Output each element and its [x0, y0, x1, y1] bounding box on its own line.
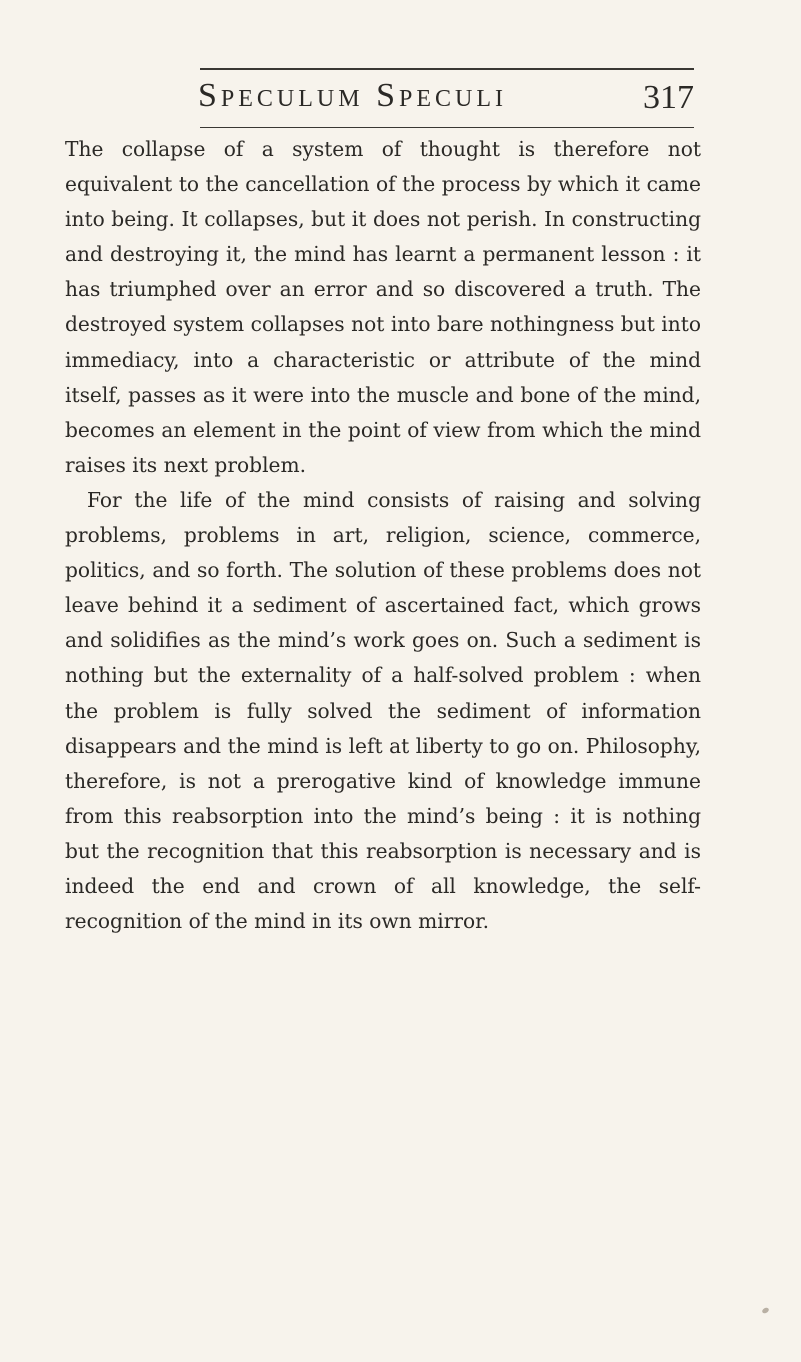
- running-title: Speculum Speculi: [198, 77, 507, 114]
- header-top-rule: [200, 68, 694, 70]
- page-number: 317: [643, 79, 694, 116]
- ink-smudge: [761, 1307, 770, 1315]
- paragraph-1: The collapse of a system of thought is therefore not equivalent to the cancellation of the process by which it came into being. It collapses, but it does not perish. In constructing and destroying it, the mind has learnt a permanent lesson : it has triumphed over an error and so discovered a truth. The destroyed system collapses not into bare nothingness but into immediacy, into a characteristic or attribute of the mind itself, passes as it were into the muscle and bone of the mind, becomes an element in the point of view from which the mind raises its next problem.: [65, 137, 701, 477]
- body-text: [65, 132, 701, 939]
- paragraph-2: For the life of the mind consists of raising and solving problems, problems in art, religion, science, commerce, politics, and so forth. The solution of these problems does not leave behind it a sediment of ascertained fact, which grows and solidifies as the mind’s work goes on. Such a sediment is nothing but the externality of a half-solved problem : when the problem is fully solved the sediment of information disappears and the mind is left at liberty to go on. Philosophy, therefore, is not a prerogative kind of knowledge immune from this reabsorption into the mind’s being : it is nothing but the recognition that this reabsorption is necessary and is indeed the end and crown of all knowledge, the self-recognition of the mind in its own mirror.: [65, 487, 701, 934]
- header-bottom-rule: [200, 127, 694, 128]
